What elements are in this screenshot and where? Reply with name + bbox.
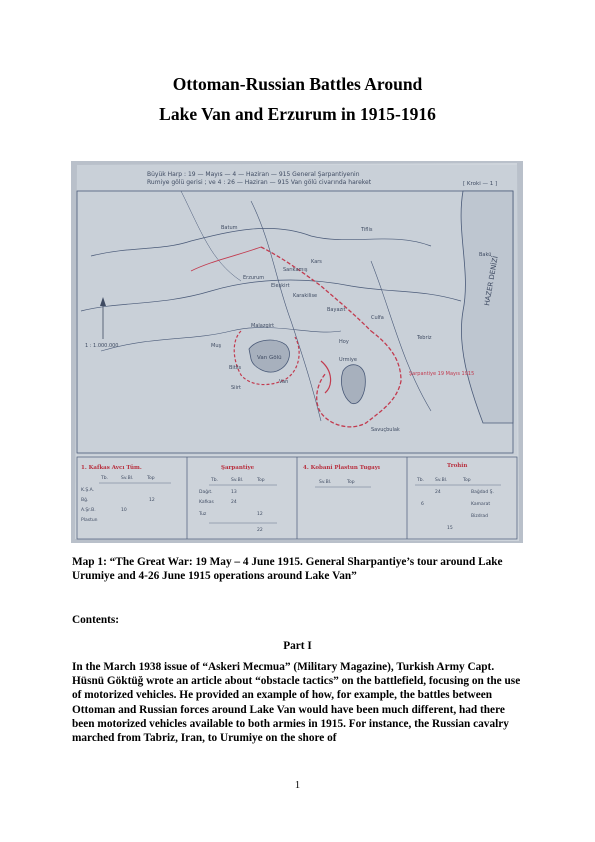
map-image bbox=[71, 161, 523, 543]
table-col1-val-1: 12 bbox=[149, 498, 155, 503]
place-karakilise: Karakilise bbox=[293, 293, 318, 299]
table-col1-val-2: 10 bbox=[121, 508, 127, 513]
table-col4-row-2: Kamarat bbox=[471, 502, 491, 507]
table-col4-row-3: Bizdrad bbox=[471, 514, 489, 519]
table-col4-val-3: 15 bbox=[447, 526, 453, 531]
table-col2-title: Şarpantiye bbox=[221, 465, 255, 471]
table-col2-val-3: 12 bbox=[257, 512, 263, 517]
table-col1-title: 1. Kafkas Avcı Tüm. bbox=[81, 465, 142, 471]
table-col2-head-tb: Tb. bbox=[211, 478, 219, 483]
place-eleskirt: Eleşkirt bbox=[271, 283, 290, 289]
place-siirt: Siirt bbox=[231, 385, 241, 391]
place-kars: Kars bbox=[311, 259, 322, 265]
table-col2-row-2: Kafkas bbox=[199, 500, 214, 505]
place-van: Van bbox=[279, 379, 289, 385]
place-sarikamis: Sarıkamış bbox=[283, 267, 308, 273]
table-col1-head-top: Top bbox=[147, 476, 155, 481]
table-col2-val-1: 13 bbox=[231, 490, 237, 495]
table-col4-val-1: 24 bbox=[435, 490, 441, 495]
table-col2-head-sv: Sv.Bl. bbox=[231, 478, 244, 483]
map-sea-label: HAZER DENİZİ bbox=[483, 255, 500, 307]
place-mus: Muş bbox=[211, 343, 222, 349]
part-heading: Part I bbox=[283, 640, 312, 652]
table-col1-row-4: Plastun bbox=[81, 518, 98, 523]
place-urmiye: Urmiye bbox=[339, 357, 357, 363]
map-annotation: Şarpantiye 19 Mayıs 1915 bbox=[409, 371, 475, 377]
table-col2-head-top: Top bbox=[257, 478, 265, 483]
table-col3-title: 4. Kobani Plastun Tugayı bbox=[303, 465, 381, 471]
table-col2-row-1: Dağıt. bbox=[199, 490, 213, 495]
contents-heading: Contents: bbox=[72, 614, 120, 626]
table-col2-val-2: 24 bbox=[231, 500, 237, 505]
place-batum: Batum bbox=[221, 225, 238, 231]
title-line-1: Ottoman-Russian Battles Around bbox=[172, 74, 423, 94]
place-tiflis: Tiflis bbox=[361, 227, 373, 233]
place-tebriz: Tebriz bbox=[417, 335, 432, 341]
place-erzurum: Erzurum bbox=[243, 275, 265, 281]
place-bitlis: Bitlis bbox=[229, 365, 242, 371]
place-bayazit: Bayazıt bbox=[327, 307, 346, 313]
table-col4-title: Trohin bbox=[447, 463, 468, 469]
title-line-2: Lake Van and Erzurum in 1915-1916 bbox=[159, 104, 436, 124]
table-col2-row-3: Tuz bbox=[199, 512, 207, 517]
place-hoy: Hoy bbox=[339, 339, 349, 345]
map-header-line-1: Büyük Harp : 19 — Mayıs — 4 — Haziran — 915 General Şarpantiyenin bbox=[147, 171, 360, 178]
table-col1-row-3: A.Şr.B. bbox=[81, 508, 96, 513]
map-caption: Map 1: “The Great War: 19 May – 4 June 1915. General Sharpantiye’s tour around Lake Urumiye and 4-26 June 1915 operations around Lake Van” bbox=[72, 556, 503, 582]
table-col1-head-sv: Sv.Bl. bbox=[121, 476, 134, 481]
table-col4-head-top: Top bbox=[463, 478, 471, 483]
table-col3-head-sv: Sv.Bl. bbox=[319, 480, 332, 485]
table-col3-head-top: Top bbox=[347, 480, 355, 485]
table-col4-row-1: Bağdad Ş. bbox=[471, 490, 494, 495]
map-scale-label: 1 : 1.000.000 bbox=[85, 343, 119, 349]
table-col4-head-tb: Tb. bbox=[417, 478, 425, 483]
place-savucbulak: Savuçbulak bbox=[371, 427, 400, 433]
map-header-line-2: Rumiye gölü gerisi ; ve 4 : 26 — Haziran — 915 Van gölü civarında hareket bbox=[147, 179, 372, 186]
place-baku: Bakü bbox=[479, 252, 492, 258]
body-paragraph: In the March 1938 issue of “Askeri Mecmua” (Military Magazine), Turkish Army Capt. Hüsnü Göktüğ wrote an article about “obstacle tactics” on the battlefield, focusing on the use of motorized vehicles. He provided an example of how, for example, the battles between Ottoman and Russian forces around Lake Van would have been much different, had there been motorized vehicles available to both armies in 1915. For instance, the Russian cavalry marched from Tabriz, Iran, to Urumiye on the shore of bbox=[72, 661, 521, 745]
table-col1-row-2: Bğ. bbox=[81, 498, 89, 503]
table-col4-head-sv: Sv.Bl. bbox=[435, 478, 448, 483]
table-col4-val-2: 6 bbox=[421, 502, 424, 507]
table-col2-val-4: 22 bbox=[257, 528, 263, 533]
place-culfa: Culfa bbox=[371, 315, 384, 321]
lake-label: Van Gölü bbox=[257, 355, 282, 361]
place-malazgirt: Malazgirt bbox=[251, 323, 275, 329]
map-sheet-label: [ Kroki — 1 ] bbox=[463, 181, 498, 187]
table-col1-head-tb: Tb. bbox=[101, 476, 109, 481]
table-col1-row-1: K.Ş.A. bbox=[81, 488, 95, 493]
page-number: 1 bbox=[294, 780, 301, 791]
